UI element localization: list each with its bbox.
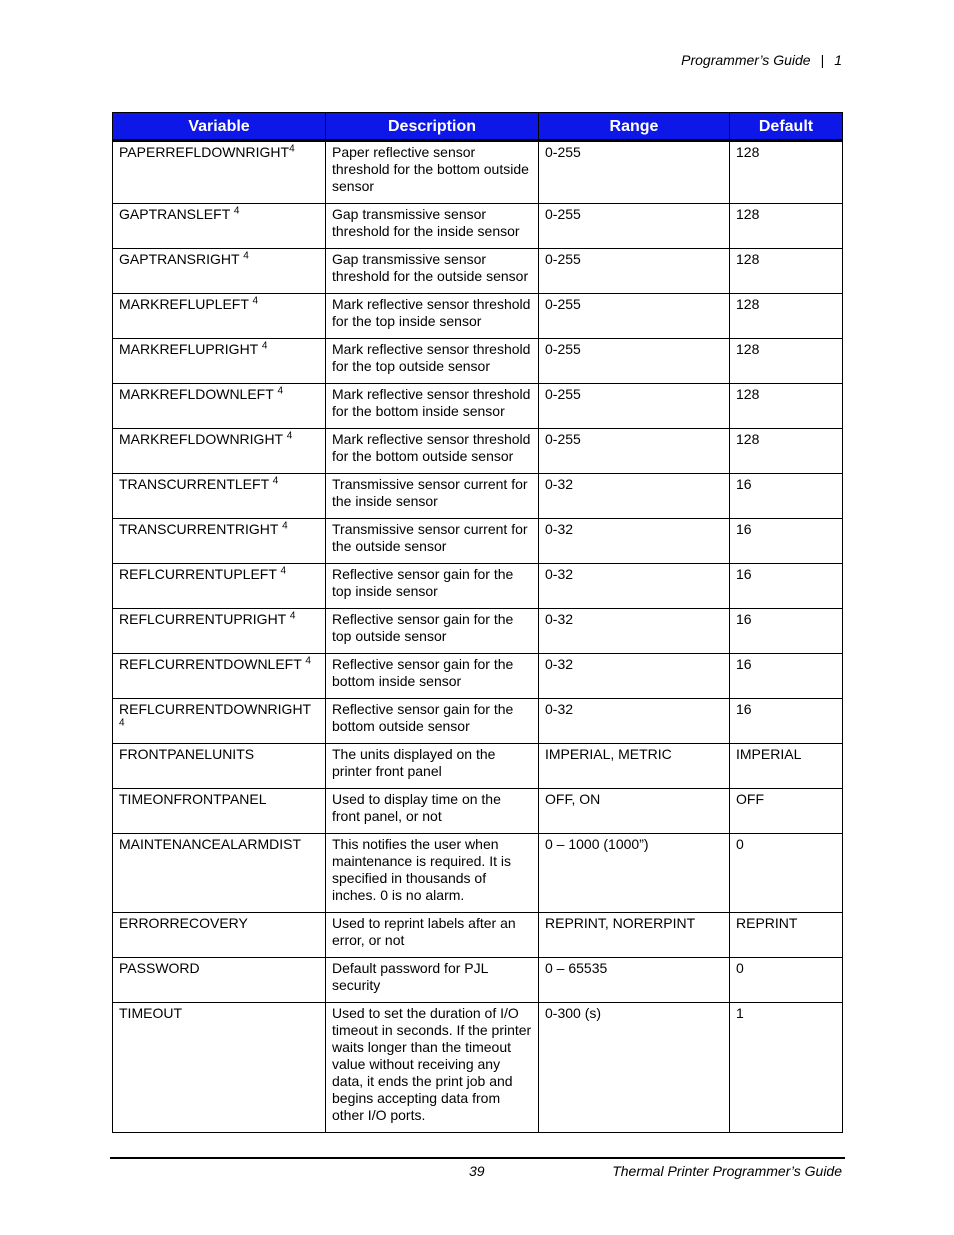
table-row xyxy=(113,519,843,564)
cell-variable xyxy=(113,564,326,609)
cell-range: OFF, ON xyxy=(539,789,730,834)
variable-name: REFLCURRENTUPLEFT xyxy=(119,566,281,582)
cell-range: REPRINT, NORERPINT xyxy=(539,913,730,958)
footnote-marker: 4 xyxy=(119,717,125,729)
table-row xyxy=(113,294,843,339)
footer-rule xyxy=(110,1157,845,1159)
cell-range: 0-32 xyxy=(539,699,730,744)
column-header-variable: Variable xyxy=(113,113,326,141)
running-header-title: Programmer’s Guide xyxy=(681,52,811,68)
cell-default: OFF xyxy=(730,789,843,834)
cell-range: 0 – 65535 xyxy=(539,958,730,1003)
cell-default: 16 xyxy=(730,609,843,654)
variable-name: REFLCURRENTDOWNLEFT xyxy=(119,656,306,672)
cell-variable xyxy=(113,609,326,654)
cell-description: Mark reflective sensor threshold for the top outside sensor xyxy=(326,339,539,384)
cell-description: Used to display time on the front panel, or not xyxy=(326,789,539,834)
cell-description: Transmissive sensor current for the inside sensor xyxy=(326,474,539,519)
table-row xyxy=(113,789,843,834)
cell-default: IMPERIAL xyxy=(730,744,843,789)
variable-name: MARKREFLUPRIGHT xyxy=(119,341,262,357)
cell-default: 16 xyxy=(730,654,843,699)
table-row xyxy=(113,1003,843,1133)
footnote-marker: 4 xyxy=(282,520,288,532)
footnote-marker: 4 xyxy=(252,295,259,307)
table-row xyxy=(113,834,843,913)
cell-description: Mark reflective sensor threshold for the top inside sensor xyxy=(326,294,539,339)
cell-variable xyxy=(113,429,326,474)
cell-default: 128 xyxy=(730,384,843,429)
cell-description: Gap transmissive sensor threshold for the outside sensor xyxy=(326,249,539,294)
variable-name: REFLCURRENTDOWNRIGHT xyxy=(119,701,311,717)
cell-range: IMPERIAL, METRIC xyxy=(539,744,730,789)
cell-variable xyxy=(113,654,326,699)
table-row xyxy=(113,384,843,429)
variable-name: TRANSCURRENTLEFT xyxy=(119,476,273,492)
variable-name: TIMEOUT xyxy=(119,1005,182,1021)
table-row xyxy=(113,339,843,384)
cell-default: 16 xyxy=(730,519,843,564)
cell-range: 0-255 xyxy=(539,141,730,204)
table-row xyxy=(113,958,843,1003)
cell-variable xyxy=(113,249,326,294)
column-header-range: Range xyxy=(539,113,730,141)
cell-variable xyxy=(113,958,326,1003)
cell-range: 0-255 xyxy=(539,429,730,474)
cell-variable xyxy=(113,834,326,913)
variable-name: PASSWORD xyxy=(119,960,200,976)
footer-title: Thermal Printer Programmer’s Guide xyxy=(612,1163,842,1179)
table-row xyxy=(113,474,843,519)
variable-name: MAINTENANCEALARMDIST xyxy=(119,836,302,852)
table-row xyxy=(113,913,843,958)
footnote-marker: 4 xyxy=(272,475,279,487)
footnote-marker: 4 xyxy=(305,655,311,667)
cell-variable xyxy=(113,294,326,339)
footnote-marker: 4 xyxy=(289,610,296,622)
cell-default: 0 xyxy=(730,958,843,1003)
footnote-marker: 4 xyxy=(243,250,249,262)
cell-variable xyxy=(113,384,326,429)
table-row xyxy=(113,609,843,654)
cell-description: Reflective sensor gain for the top inside sensor xyxy=(326,564,539,609)
cell-description: Used to reprint labels after an error, or not xyxy=(326,913,539,958)
table-row xyxy=(113,249,843,294)
variable-name: MARKREFLUPLEFT xyxy=(119,296,253,312)
variable-name: GAPTRANSLEFT xyxy=(119,206,234,222)
cell-default: 16 xyxy=(730,474,843,519)
cell-variable xyxy=(113,699,326,744)
footnote-marker: 4 xyxy=(280,565,287,577)
cell-description: This notifies the user when maintenance is required. It is specified in thousands of inches. 0 is no alarm. xyxy=(326,834,539,913)
table-row xyxy=(113,564,843,609)
table-row xyxy=(113,429,843,474)
variable-name: MARKREFLDOWNRIGHT xyxy=(119,431,287,447)
footnote-marker: 4 xyxy=(286,430,293,442)
table-row xyxy=(113,699,843,744)
cell-range: 0-255 xyxy=(539,294,730,339)
cell-default: 128 xyxy=(730,339,843,384)
column-header-default: Default xyxy=(730,113,843,141)
cell-range: 0-32 xyxy=(539,654,730,699)
cell-default: 16 xyxy=(730,699,843,744)
footnote-marker: 4 xyxy=(277,385,283,397)
cell-variable xyxy=(113,339,326,384)
variable-name: TRANSCURRENTRIGHT xyxy=(119,521,283,537)
cell-variable xyxy=(113,141,326,204)
cell-range: 0-255 xyxy=(539,249,730,294)
cell-description: Paper reflective sensor threshold for the bottom outside sensor xyxy=(326,141,539,204)
cell-variable xyxy=(113,204,326,249)
table-body xyxy=(113,141,843,1133)
cell-variable xyxy=(113,744,326,789)
cell-description: Gap transmissive sensor threshold for the inside sensor xyxy=(326,204,539,249)
table-row xyxy=(113,744,843,789)
variable-name: GAPTRANSRIGHT xyxy=(119,251,244,267)
cell-range: 0-255 xyxy=(539,204,730,249)
running-header xyxy=(681,52,842,68)
cell-variable xyxy=(113,789,326,834)
cell-description: Mark reflective sensor threshold for the bottom outside sensor xyxy=(326,429,539,474)
cell-description: Reflective sensor gain for the bottom outside sensor xyxy=(326,699,539,744)
cell-description: Used to set the duration of I/O timeout in seconds. If the printer waits longer than the timeout value without receiving any data, it ends the print job and begins accepting data from other I/O ports. xyxy=(326,1003,539,1133)
table-row xyxy=(113,141,843,204)
running-header-separator: | xyxy=(820,52,825,68)
cell-default: 128 xyxy=(730,204,843,249)
cell-description: The units displayed on the printer front panel xyxy=(326,744,539,789)
cell-description: Reflective sensor gain for the top outside sensor xyxy=(326,609,539,654)
cell-range: 0-32 xyxy=(539,474,730,519)
cell-default: 128 xyxy=(730,141,843,204)
cell-default: 0 xyxy=(730,834,843,913)
cell-range: 0-300 (s) xyxy=(539,1003,730,1133)
variable-name: PAPERREFLDOWNRIGHT xyxy=(119,144,290,160)
cell-default: 16 xyxy=(730,564,843,609)
cell-range: 0-32 xyxy=(539,519,730,564)
cell-description: Transmissive sensor current for the outside sensor xyxy=(326,519,539,564)
cell-description: Default password for PJL security xyxy=(326,958,539,1003)
variable-name: TIMEONFRONTPANEL xyxy=(119,791,267,807)
table-header-row xyxy=(113,113,843,141)
footnote-marker: 4 xyxy=(233,205,240,217)
column-header-description: Description xyxy=(326,113,539,141)
variable-name: REFLCURRENTUPRIGHT xyxy=(119,611,290,627)
cell-default: REPRINT xyxy=(730,913,843,958)
cell-description: Mark reflective sensor threshold for the bottom inside sensor xyxy=(326,384,539,429)
footnote-marker: 4 xyxy=(261,340,268,352)
cell-variable xyxy=(113,474,326,519)
cell-range: 0-255 xyxy=(539,339,730,384)
running-header-chapter: 1 xyxy=(834,52,842,68)
variables-table xyxy=(112,112,843,1133)
cell-variable xyxy=(113,519,326,564)
cell-variable xyxy=(113,1003,326,1133)
cell-range: 0-32 xyxy=(539,609,730,654)
cell-default: 128 xyxy=(730,429,843,474)
variable-name: ERRORRECOVERY xyxy=(119,915,248,931)
cell-description: Reflective sensor gain for the bottom inside sensor xyxy=(326,654,539,699)
cell-default: 128 xyxy=(730,249,843,294)
variable-name: MARKREFLDOWNLEFT xyxy=(119,386,278,402)
cell-range: 0 – 1000 (1000”) xyxy=(539,834,730,913)
table-row xyxy=(113,654,843,699)
variable-name: FRONTPANELUNITS xyxy=(119,746,255,762)
cell-range: 0-255 xyxy=(539,384,730,429)
cell-default: 1 xyxy=(730,1003,843,1133)
cell-variable xyxy=(113,913,326,958)
cell-default: 128 xyxy=(730,294,843,339)
cell-range: 0-32 xyxy=(539,564,730,609)
footnote-marker: 4 xyxy=(289,143,295,155)
page-number: 39 xyxy=(469,1163,485,1179)
table-row xyxy=(113,204,843,249)
